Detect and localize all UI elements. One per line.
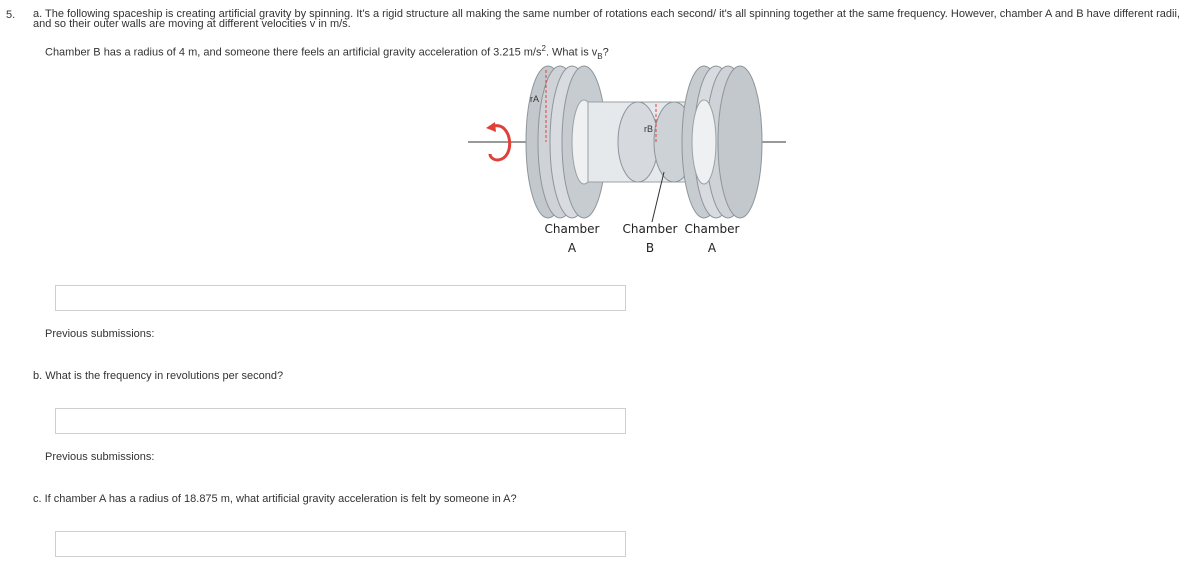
part-a-prompt-mid: . What is v (545, 46, 598, 59)
part-a-prompt-text: Chamber B has a radius of 4 m, and someone there feels an artificial gravity acceleration of 3.215 m/s (45, 46, 542, 59)
chamber-a-left-label-2: A (567, 241, 577, 255)
part-a-prompt-sup: 2 (541, 44, 546, 53)
label-ra: rA (530, 94, 539, 104)
part-a-prompt (45, 44, 609, 61)
rotation-arrow-icon (490, 126, 510, 160)
answer-input-a[interactable] (55, 285, 626, 311)
chamber-b (588, 102, 694, 182)
part-a-prompt-end: ? (602, 46, 609, 59)
question-number: 5. (6, 9, 16, 21)
part-a-prompt-sub: B (597, 51, 603, 61)
chamber-b-label-2: B (645, 241, 655, 255)
answer-input-b[interactable] (55, 408, 626, 434)
chamber-a-left-label-1: Chamber (544, 222, 600, 236)
part-b-question: b. What is the frequency in revolutions per second? (33, 370, 284, 382)
part-c-question: c. If chamber A has a radius of 18.875 m, what artificial gravity acceleration is felt by someone in A? (33, 493, 517, 505)
part-a-intro: a. The following spaceship is creating artificial gravity by spinning. It's a rigid structure all making the same number of rotations each second/ it's all spinning together at the same frequency. However, chamber A and B have different radii, and so their outer walls are moving at different velocities v in m/s. (33, 8, 1180, 30)
rotation-arrowhead-icon (486, 122, 496, 132)
spaceship-figure (468, 62, 788, 262)
chamber-a-right-label-1: Chamber (684, 222, 740, 236)
right-chamber-a (682, 66, 762, 218)
chamber-b-label-1: Chamber (622, 222, 678, 236)
answer-input-c[interactable] (55, 531, 626, 557)
label-rb: rB (644, 124, 653, 134)
chamber-a-right-label-2: A (707, 241, 717, 255)
previous-submissions-a: Previous submissions: (45, 328, 155, 340)
previous-submissions-b: Previous submissions: (45, 451, 155, 463)
spaceship-diagram (468, 62, 788, 262)
